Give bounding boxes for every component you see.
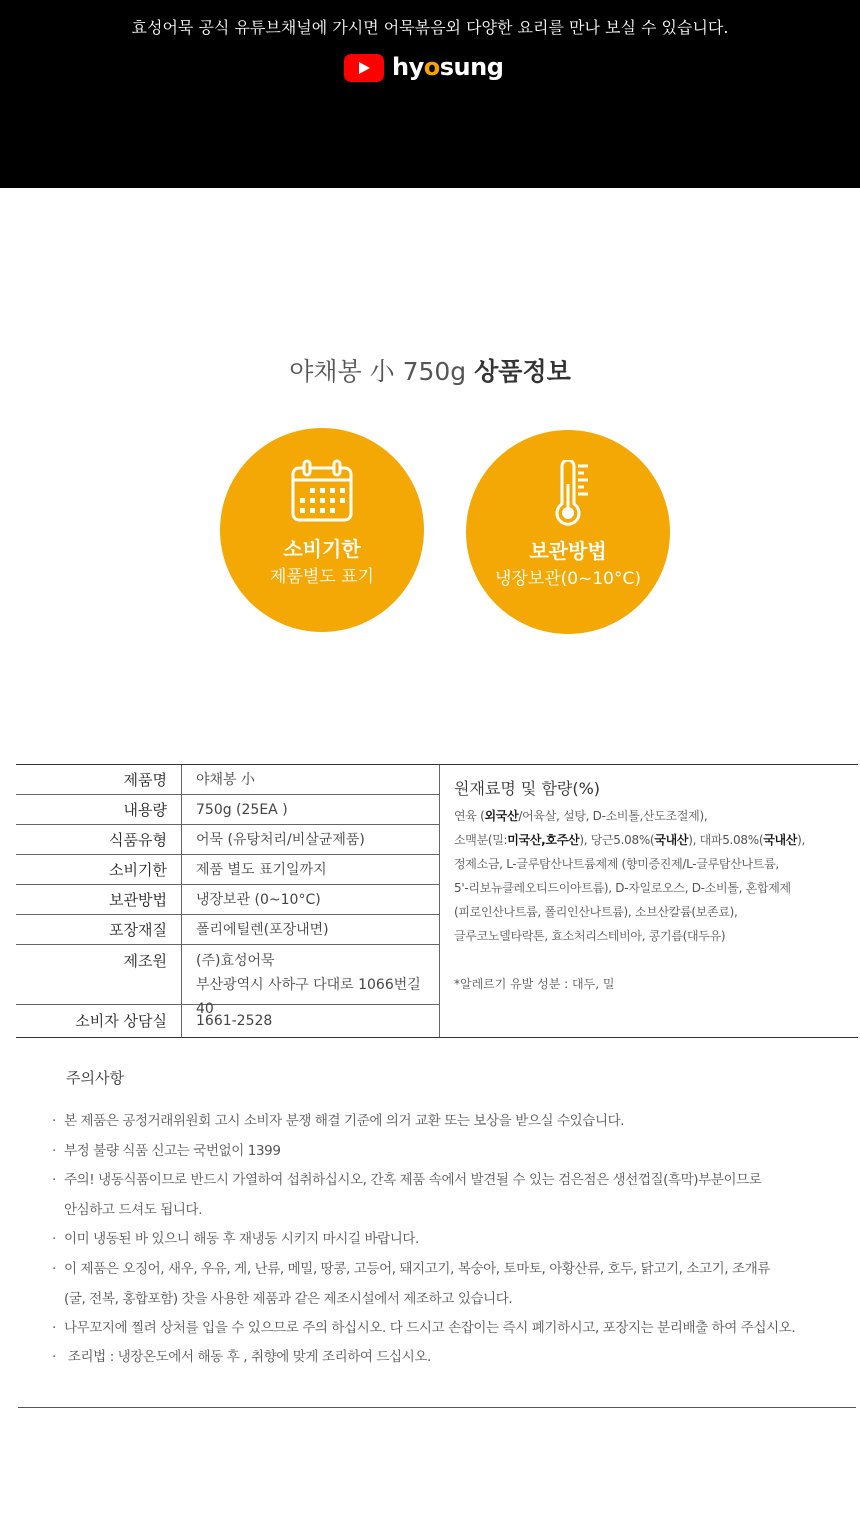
note-text: 부정 불량 식품 신고는 국번없이 1399 [64,1143,281,1159]
ingredient-line: 글루코노델타락톤, 효소처리스테비아, 콩기름(대두유) [454,929,726,943]
allergy-note: *알레르기 유발 성분 : 대두, 밀 [454,977,615,991]
badge-title: 소비기한 [283,537,361,561]
table-row [16,855,440,885]
thermometer-icon [536,460,600,526]
product-info-table [16,764,858,1038]
note-text: 이미 냉동된 바 있으니 해동 후 재냉동 시키지 마시길 바랍니다. [64,1231,419,1247]
badge-title: 보관방법 [529,539,607,563]
ingredient-line [454,807,707,825]
table-row [16,1005,440,1037]
row-value-address: 부산광역시 사하구 다대로 1066번길 40 [196,977,421,1017]
row-value: 야채봉 小 [196,772,256,788]
ingredient-line [454,831,805,849]
row-label: 내용량 [16,795,182,824]
notes-title: 주의사항 [66,1069,124,1087]
row-label: 소비자 상담실 [16,1005,182,1037]
bullet: · [52,1320,56,1336]
expiry-badge [220,428,424,632]
table-row [16,765,440,795]
page-title [0,354,860,390]
bullet: · [52,1143,56,1159]
ing-origin: 미국산,호주산 [507,833,580,847]
ingredient-line: (피로인산나트륨, 폴리인산나트륨), 소브산칼륨(보존료), [454,905,738,919]
note-text: 조리법 : 냉장온도에서 해동 후 , 취향에 맞게 조리하여 드십시오. [64,1349,431,1365]
table-row [16,825,440,855]
table-row [16,885,440,915]
ing-origin: 국내산 [654,833,689,847]
row-label: 포장재질 [16,915,182,944]
youtube-icon[interactable] [344,54,384,82]
bullet: · [52,1113,56,1129]
ingredients-panel [454,765,854,1037]
note-item [52,1110,624,1132]
ingredient-line: 정제소금, L-글루탐산나트륨제제 (향미증진제/L-글루탐산나트륨, [454,857,779,871]
note-item [52,1228,419,1250]
product-name-title: 야채봉 小 750g [289,357,467,386]
ing-text: 연육 ( [454,809,485,823]
row-label: 제품명 [16,765,182,794]
ing-text: 소맥분(밀: [454,833,508,847]
row-value: 제품 별도 표기일까지 [196,862,327,878]
table-row [16,795,440,825]
row-value: 어묵 (유탕처리/비살균제품) [196,832,365,848]
play-icon [359,62,370,74]
calendar-icon [290,458,354,524]
ing-origin: 외국산 [484,809,519,823]
ing-origin: 국내산 [763,833,798,847]
bullet: · [52,1172,56,1188]
row-value: 냉장보관 (0~10°C) [196,892,321,908]
bottom-divider [18,1407,856,1408]
ing-text: ), [797,833,805,847]
note-text: 이 제품은 오징어, 새우, 우유, 게, 난류, 메밀, 땅콩, 고등어, 돼지고기, 복숭아, 토마토, 아황산류, 호두, 닭고기, 소고기, 조개류 [64,1261,771,1277]
banner-text: 효성어묵 공식 유튜브채널에 가시면 어묵볶음외 다양한 요리를 만나 보실 수 있습니다. [131,18,729,37]
row-label: 제조원 [16,945,182,1004]
row-label: 식품유형 [16,825,182,854]
brand-part: sung [439,53,504,81]
note-item [52,1169,761,1191]
row-label: 보관방법 [16,885,182,914]
note-item [52,1140,281,1162]
title-suffix: 상품정보 [474,357,571,386]
row-value: (주)효성어묵 [196,953,275,969]
note-continuation: (굴, 전복, 홍합포함) 잣을 사용한 제품과 같은 제조시설에서 제조하고 있습니다. [64,1291,513,1307]
bullet: · [52,1231,56,1247]
brand-part: hy [392,53,424,81]
row-value: 폴리에틸렌(포장내면) [196,922,329,938]
info-left-column [16,765,440,1037]
note-continuation: 안심하고 드셔도 됩니다. [64,1202,203,1218]
hyosung-logo [392,50,503,84]
badge-subtitle: 냉장보관(0~10°C) [494,569,641,589]
bullet: · [52,1349,56,1365]
table-row [16,915,440,945]
note-item [52,1346,431,1368]
ing-text: ), 당근5.08%( [579,833,655,847]
badge-subtitle: 제품별도 표기 [270,567,374,587]
ingredient-line: 5'-리보뉴클레오티드이아트륨), D-자일로오스, D-소비톨, 혼합제제 [454,881,791,895]
row-value: 1661-2528 [196,1013,273,1029]
note-text: 주의! 냉동식품이므로 반드시 가열하여 섭취하십시오, 간혹 제품 속에서 발견될 수 있는 검은점은 생선껍질(흑막)부분이므로 [64,1172,762,1188]
brand-o: o [423,53,440,81]
note-text: 본 제품은 공정거래위원회 고시 소비자 분쟁 해결 기준에 의거 교환 또는 보상을 받으실 수있습니다. [64,1113,625,1129]
note-item [52,1317,795,1339]
note-text: 나무꼬지에 찔려 상처를 입을 수 있으므로 주의 하십시오. 다 드시고 손잡이는 즉시 폐기하시고, 포장지는 분리배출 하여 주십시오. [64,1320,796,1336]
table-row [16,945,440,1017]
note-item [52,1258,770,1280]
bullet: · [52,1261,56,1277]
youtube-banner[interactable] [0,0,860,188]
ing-text: ), 대파5.08%( [688,833,764,847]
ingredients-title: 원재료명 및 함량(%) [454,779,601,798]
row-value: 750g (25EA ) [196,802,288,818]
ing-text: /어육살, 설탕, D-소비톨,산도조절제), [518,809,708,823]
storage-badge [466,430,670,634]
row-label: 소비기한 [16,855,182,884]
